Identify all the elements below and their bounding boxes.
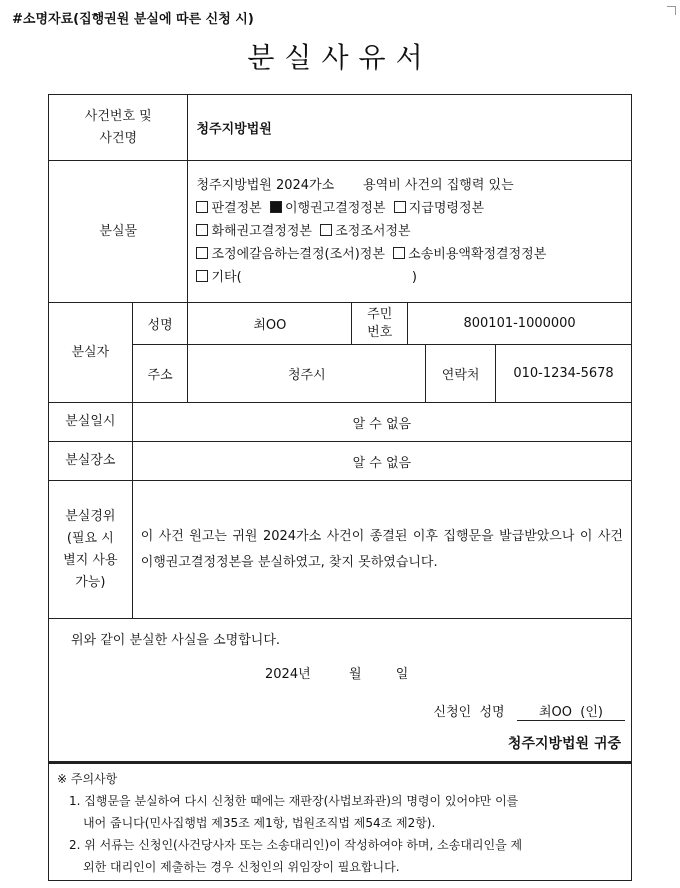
name-value[interactable]: 최OO [188,303,352,345]
loser-name-row [49,303,632,345]
loser-address-row [49,345,632,403]
applicant-line [434,701,625,721]
court-recipient: 청주지방법원 귀중 [507,736,621,752]
date-year[interactable]: 2024년 [265,667,311,682]
document-title: 분실사유서 [247,41,433,74]
option-litigation-cost: 소송비용액확정결정정본 [408,247,547,262]
option-other: 기타( [211,270,242,285]
declaration-date [265,663,425,682]
circumstance-label-line3: 별지 사용 [63,552,118,568]
case-label-line2: 사건명 [99,130,138,146]
lost-date-row [49,403,632,442]
circumstance-row [49,481,632,619]
checkbox-mediation-record[interactable] [320,224,332,236]
lost-item-line1: 청주지방법원 2024가소 용역비 사건의 집행력 있는 [196,178,514,193]
date-month[interactable]: 월 [348,667,362,682]
option-payment-order: 지급명령정본 [408,201,485,216]
name-label: 성명 [132,303,188,345]
notes-item2-line2: 외한 대리인이 제출하는 경우 신청인의 위임장이 필요합니다. [83,860,400,874]
loser-label: 분실자 [49,303,133,403]
id-label-line1: 주민 [367,306,393,322]
notes-title: ※ 주의사항 [57,772,118,786]
option-performance-recommendation: 이행권고결정정본 [284,201,386,216]
lost-item-options-line3 [196,220,623,243]
applicant-name[interactable]: 최OO (인) [517,701,625,721]
case-label-cell [49,95,188,161]
address-value[interactable]: 청주시 [188,345,426,403]
id-value[interactable]: 800101-1000000 [408,303,632,345]
checkbox-performance-recommendation[interactable] [270,201,282,213]
checkbox-other[interactable] [196,270,208,282]
case-value[interactable]: 청주지방법원 [188,95,632,161]
header-note: #소명자료(집행권원 분실에 따른 신청 시) [12,12,254,27]
option-mediation-record: 조정조서정본 [335,224,411,239]
lost-place-value[interactable]: 알 수 없음 [132,442,631,481]
lost-item-row [49,161,632,303]
case-label-line1: 사건번호 및 [84,108,152,124]
notes-item1-line2: 내어 줍니다(민사집행법 제35조 제1항, 법원조직법 제54조 제2항). [83,816,436,830]
lost-item-options-line2 [196,197,623,220]
checkbox-settlement-recommendation[interactable] [196,224,208,236]
lost-place-label: 분실장소 [49,442,133,481]
address-label: 주소 [132,345,188,403]
notes-box [48,762,632,881]
declaration-cell [49,619,632,762]
circumstance-label-cell [49,481,133,619]
date-day[interactable]: 일 [395,667,409,682]
notes-item1-line1: 1. 집행문을 분실하여 다시 신청한 때에는 재판장(사법보좌관)의 명령이 있어야만 이를 [69,794,519,808]
option-other-close: ) [411,270,417,285]
page-corner-mark [667,6,676,15]
lost-report-form [48,94,632,762]
checkbox-mediation-decision[interactable] [196,247,208,259]
contact-value[interactable]: 010-1234-5678 [496,345,632,403]
lost-date-label: 분실일시 [49,403,133,442]
lost-date-value[interactable]: 알 수 없음 [132,403,631,442]
checkbox-judgment[interactable] [196,201,208,213]
option-settlement-recommendation: 화해권고결정정본 [211,224,312,239]
notes-item2-line1: 2. 위 서류는 신청인(사건당사자 또는 소송대리인)이 작성하여야 하며, 소송대리인을 제 [69,838,523,852]
circumstance-label-line2: (필요 시 [66,530,114,546]
lost-place-row [49,442,632,481]
case-row [49,95,632,161]
option-judgment: 판결정본 [211,201,262,216]
circumstance-text[interactable]: 이 사건 원고는 귀원 2024가소 사건이 종결된 이후 집행문을 발급받았으나 이 사건 이행권고결정정본을 분실하였고, 찾지 못하였습니다. [132,481,631,619]
checkbox-payment-order[interactable] [394,201,406,213]
id-label-line2: 번호 [367,324,393,340]
contact-label: 연락처 [426,345,496,403]
option-mediation-decision: 조정에갈음하는결정(조서)정본 [211,247,385,262]
circumstance-label-line4: 가능) [75,574,106,590]
lost-item-options-line4 [196,243,623,266]
declaration-statement: 위와 같이 분실한 사실을 소명합니다. [71,633,281,648]
applicant-label: 신청인 성명 [433,705,505,720]
lost-item-options-line5 [196,266,623,289]
lost-item-label: 분실물 [49,161,188,303]
checkbox-litigation-cost[interactable] [393,247,405,259]
id-label-cell [352,303,408,345]
lost-item-content [188,161,632,303]
declaration-row [49,619,632,762]
circumstance-label-line1: 분실경위 [65,508,116,524]
